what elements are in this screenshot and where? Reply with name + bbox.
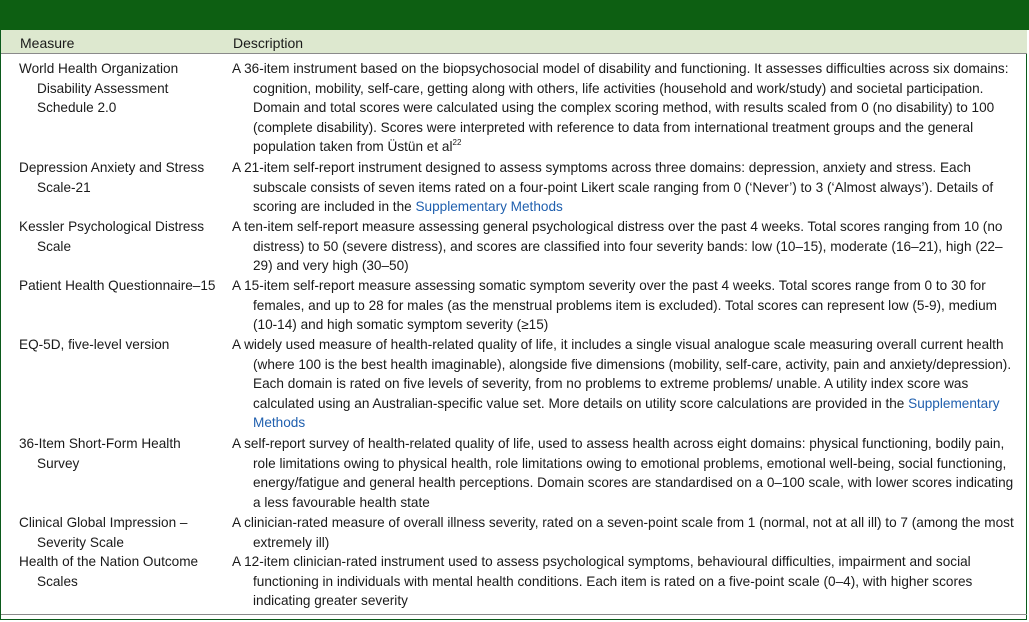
column-header-measure: Measure [20,35,75,51]
description-cell: A ten-item self-report measure assessing general psychological distress over the past 4 weeks. Total scores ranging from 10 (no distress) to 50 (severe distress), and scores are classified into four severity bands: low (10–15), moderate (16–21), high (22–29) and very high (30–50) [232,219,1003,274]
measure-cell: Clinical Global Impression – Severity Scale [19,515,188,550]
table-row [1,276,1027,335]
description-text: A widely used measure of health-related quality of life, it includes a single visual analogue scale measuring overall current health (where 100 is the best health imaginable), alongside five dimensions (mobility, self-care, activity, pain and anxiety/depression). Each domain is rated on five levels of severity, from no problems to extreme problems/ unable. A utility index score was calculated using an Australian-specific value set. More details on utility score calculations are provided in the [232,337,1012,411]
description-cell [232,335,1018,433]
measure-cell: Health of the Nation Outcome Scales [19,554,199,589]
table-row [1,335,1027,434]
table-row [1,434,1027,513]
measure-cell: Kessler Psychological Distress Scale [19,219,205,254]
description-cell: A clinician-rated measure of overall illness severity, rated on a seven-point scale from 1 (normal, not at all ill) to 7 (among the most extremely ill) [232,515,1014,550]
table-row [1,217,1027,276]
measure-cell: EQ-5D, five-level version [19,337,170,352]
table-header [1,30,1027,54]
supplementary-methods-link[interactable]: Supplementary Methods [415,199,563,215]
description-cell [232,59,1018,157]
column-header-description: Description [233,35,304,51]
description-text: A 36-item instrument based on the biopsychosocial model of disability and functioning. It assesses difficulties across six domains: cognition, mobility, self-care, getting along with others, life activities (household and work/study) and societal participation. Domain and total scores were calculated using the complex scoring method, with results scaled from 0 (no disability) to 100 (complete disability). Scores were interpreted with reference to data from international treatment groups and the general population taken from Üstün et al [232,61,1009,155]
description-cell: A self-report survey of health-related quality of life, used to assess health across eight domains: physical functioning, bodily pain, role limitations owing to physical health, role limitations owing to emotional problems, emotional well-being, social functioning, energy/fatigue and general health perceptions. Domain scores are standardised on a 0–100 scale, with lower scores indicating a less favourable health state [232,436,1014,510]
table-body [1,59,1027,611]
description-cell [232,158,1018,217]
description-text: A 21-item self-report instrument designed to assess symptoms across three domains: depression, anxiety and stress. Each subscale consists of seven items rated on a four-point Likert scale ranging from 0 (‘Never’) to 3 (‘Almost always’). Details of scoring are included in the [232,160,994,215]
table-title-bar [0,0,1029,30]
table-row [1,59,1027,158]
table-row [1,513,1027,552]
reference-superscript: 22 [452,138,462,148]
table-bottom-rule [1,614,1027,615]
measure-cell: Depression Anxiety and Stress Scale-21 [19,160,205,195]
supplementary-methods-link[interactable]: Supplementary Methods [253,395,1000,431]
measure-cell: Patient Health Questionnaire–15 [19,278,216,293]
table-row [1,552,1027,611]
measure-cell: 36-Item Short-Form Health Survey [19,436,181,471]
description-cell: A 15-item self-report measure assessing somatic symptom severity over the past 4 weeks. Total scores range from 0 to 30 for females, and up to 28 for males (as the menstrual problems item is excluded). Total scores can represent low (5-9), medium (10-14) and high somatic symptom severity (≥15) [232,278,997,333]
table-row [1,158,1027,217]
description-cell: A 12-item clinician-rated instrument used to assess psychological symptoms, behavioural difficulties, impairment and social functioning in individuals with mental health conditions. Each item is rated on a five-point scale (0–4), with higher scores indicating greater severity [232,554,973,609]
measure-cell: World Health Organization Disability Assessment Schedule 2.0 [19,61,179,116]
